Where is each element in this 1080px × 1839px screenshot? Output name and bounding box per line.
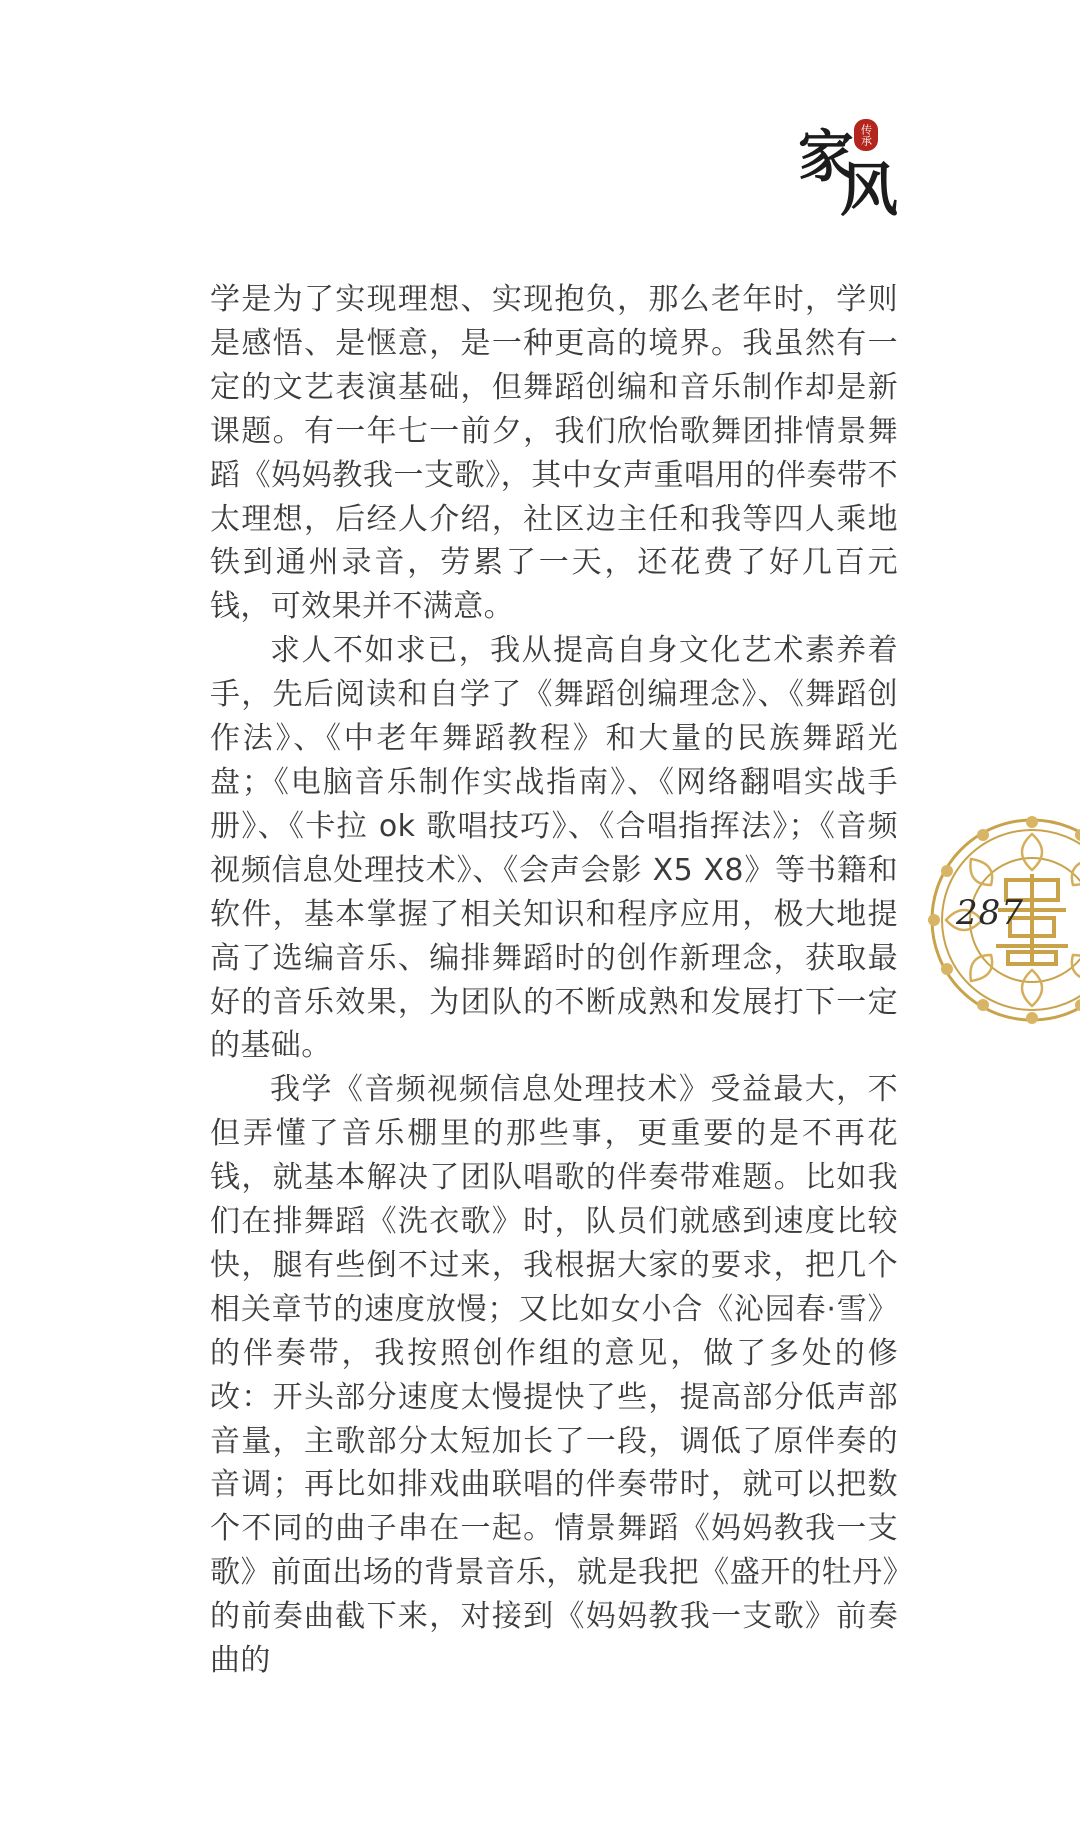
logo-emblem	[794, 115, 906, 225]
logo-char-feng: 风	[840, 156, 899, 224]
article-body	[210, 278, 898, 1683]
paragraph-3: 我学《音频视频信息处理技术》受益最大，不但弄懂了音乐棚里的那些事，更重要的是不再花钱，就基本解决了团队唱歌的伴奏带难题。比如我们在排舞蹈《洗衣歌》时，队员们就感到速度比较快，腿有些倒不过来，我根据大家的要求，把几个相关章节的速度放慢；又比如女小合《沁园春·雪》的伴奏带，我按照创作组的意见，做了多处的修改：开头部分速度太慢提快了些，提高部分低声部音量，主歌部分太短加长了一段，调低了原伴奏的音调；再比如排戏曲联唱的伴奏带时，就可以把数个不同的曲子串在一起。情景舞蹈《妈妈教我一支歌》前面出场的背景音乐，就是我把《盛开的牡丹》的前奏曲截下来，对接到《妈妈教我一支歌》前奏曲的	[210, 1072, 898, 1679]
page-number: 287	[956, 893, 1024, 933]
logo-char-jia: 家	[798, 124, 854, 190]
logo-seal-badge: 传承	[854, 119, 878, 151]
paragraph-2: 求人不如求已，我从提高自身文化艺术素养着手，先后阅读和自学了《舞蹈创编理念》、《舞蹈创作法》、《中老年舞蹈教程》和大量的民族舞蹈光盘；《电脑音乐制作实战指南》、《网络翻唱实战手册》、《卡拉 ok 歌唱技巧》、《合唱指挥法》；《音频视频信息处理技术》、《会声会影 X5 X8》等书籍和软件，基本掌握了相关知识和程序应用，极大地提高了选编音乐、编排舞蹈时的创作新理念，获取最好的音乐效果，为团队的不断成熟和发展打下一定的基础。	[210, 633, 898, 1064]
paragraph-1: 学是为了实现理想、实现抱负，那么老年时，学则是感悟、是惬意，是一种更高的境界。我虽然有一定的文艺表演基础，但舞蹈创编和音乐制作却是新课题。有一年七一前夕，我们欣怡歌舞团排情景舞蹈《妈妈教我一支歌》，其中女声重唱用的伴奏带不太理想，后经人介绍，社区边主任和我等四人乘地铁到通州录音，劳累了一天，还花费了好几百元钱，可效果并不满意。	[210, 282, 898, 625]
